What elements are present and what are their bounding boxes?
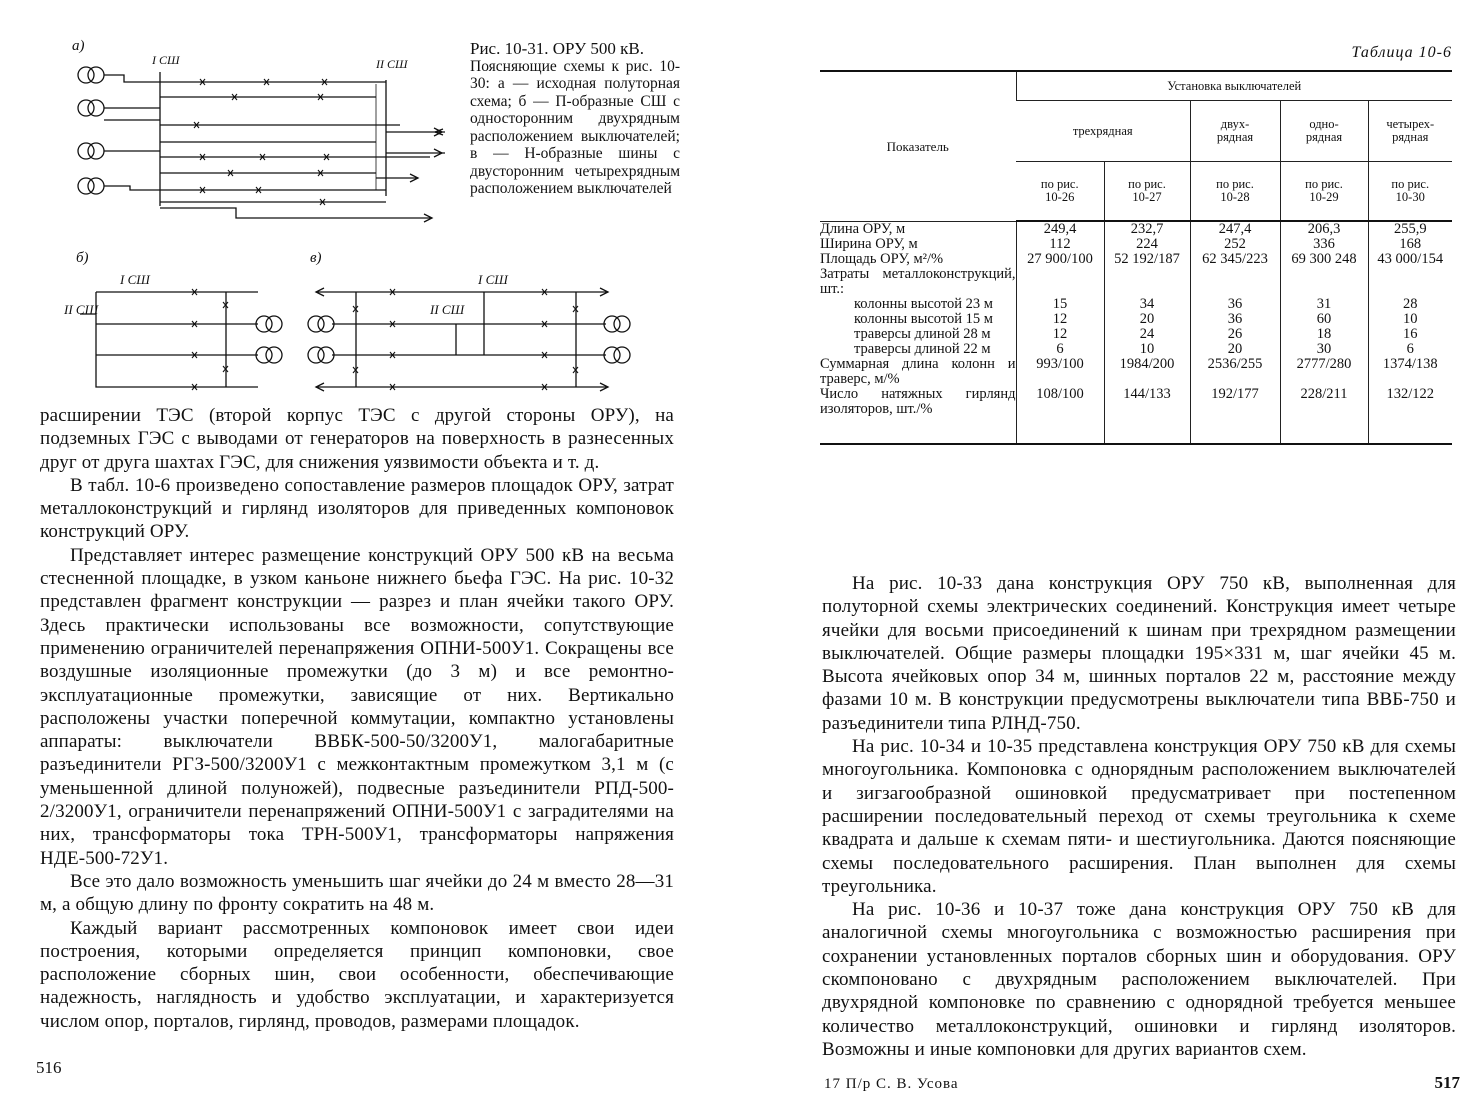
row-label (820, 267, 1016, 297)
header-ref: по рис. 10-30 (1368, 162, 1452, 222)
table-cell: 249,4 (1016, 221, 1104, 237)
caption-text: Поясняющие схемы к рис. 10-30: а — исходная полуторная схема; б — П-образные СШ с односторонним двухрядным расположением выключателей; в — Н-образные шины с двусторонним четырехрядным расположением выключателей (470, 57, 680, 197)
row-label-text: Площадь ОРУ, м²/% (820, 251, 944, 267)
caption-title: Рис. 10-31. ОРУ 500 кВ. (470, 39, 644, 58)
table-cell: 31 (1280, 297, 1368, 312)
table-cell: 52 192/187 (1104, 252, 1190, 267)
table-cell: 24 (1104, 327, 1190, 342)
row-label (820, 387, 1016, 444)
panel-b-bus2-label: II СШ (64, 302, 99, 317)
row-label (820, 312, 1016, 327)
panel-v-bus2-label: II СШ (430, 302, 465, 317)
table-cell: 34 (1104, 297, 1190, 312)
table-body (820, 221, 1452, 444)
table-cell: 27 900/100 (1016, 252, 1104, 267)
transformer-icon (256, 316, 282, 395)
panel-a-bus2-label: II СШ (376, 57, 408, 71)
header-group: Установка выключателей (1016, 71, 1452, 101)
table-cell: 247,4 (1190, 221, 1280, 237)
table-cell: 12 (1016, 327, 1104, 342)
header-group-col: двух-рядная (1190, 101, 1280, 162)
table-cell: 2536/255 (1190, 357, 1280, 387)
transformer-icon (78, 67, 104, 194)
table-cell: 168 (1368, 237, 1452, 252)
table-cell: 12 (1016, 312, 1104, 327)
table-cell: 28 (1368, 297, 1452, 312)
table-row (820, 387, 1452, 444)
row-label-text: колонны высотой 15 м (854, 311, 993, 327)
table-row (820, 297, 1452, 312)
paragraph: Каждый вариант рассмотренных компоновок имеет свои идеи построения, которыми определяется принцип компоновки, свое расположение сборных шин, свои особенности, обеспечивающие надежность, наглядность и удобство эксплуатации, и характеризуется числом опор, порталов, гирлянд, проводов, размерами площадок. (40, 917, 674, 1032)
paragraph: На рис. 10-33 дана конструкция ОРУ 750 кВ, выполненная для полуторной схемы электрических соединений. Конструкция имеет четыре ячейки для восьми присоединений к шинам при трехрядном размещении выключателей. Общие размеры площадки 195×331 м, шаг ячейки 45 м. Высота ячейковых опор 34 м, шинных порталов 22 м, расстояние между фазами 10 м. В конструкции предусмотрены выключатели типа ВВБ-750 и разъединители типа РЛНД-750. (822, 573, 1456, 734)
row-label-text: колонны высотой 23 м (854, 296, 993, 312)
header-group-col: трехрядная (1016, 101, 1190, 162)
table-cell: 6 (1368, 342, 1452, 357)
page-number: 517 (1434, 1073, 1460, 1092)
table-row (820, 312, 1452, 327)
table-cell: 108/100 (1016, 387, 1104, 444)
row-label (820, 342, 1016, 357)
table-row (820, 327, 1452, 342)
table-cell: 192/177 (1190, 387, 1280, 444)
paragraph: Все это дало возможность уменьшить шаг ячейки до 24 м вместо 28—31 м, а общую длину по фронту сократить на 48 м. (40, 870, 674, 916)
table-row (820, 357, 1452, 387)
table-cell: 60 (1280, 312, 1368, 327)
paragraph: Представляет интерес размещение конструкций ОРУ 500 кВ на весьма стесненной площадке, в узком каньоне нижнего бьефа ГЭС. На рис. 10-32 представлен фрагмент конструкции — разрез и план ячейки такого ОРУ. Здесь практически использованы все возможности, сопутствующие применению ограничителей перенапряжения ОПНИ-500У1. Сокращены все воздушные изоляционные промежутки (до 3 м) и все ремонтно-эксплуатационные промежутки, зависящие от них. Вертикально расположены участки поперечной коммутации, компактно установлены аппараты: выключатели ВВБК-500-50/3200У1, малогабаритные разъединители РГЗ-500/3200У1 с межконтактным промежутком 3,1 м (с уменьшенной длиной полуножей), подвесные разъединители РПД-500-2/3200У1, ограничители перенапряжений ОПНИ-500У1 с заградителями на них, трансформаторы тока ТРН-500У1, трансформаторы напряжения НДЕ-500-72У1. (40, 544, 674, 869)
table-row (820, 267, 1452, 297)
table-cell: 18 (1280, 327, 1368, 342)
table-cell: 10 (1104, 342, 1190, 357)
table-cell: 255,9 (1368, 221, 1452, 237)
table-row (820, 221, 1452, 237)
paragraph: На рис. 10-34 и 10-35 представлена конструкция ОРУ 750 кВ для схемы многоугольника. Компоновка с однорядным расположением выключателей и зигзагообразной ошиновкой предусматривает при постепенном расширении последовательный переход от схемы треугольника к схеме квадрата и дальше к схемам пяти- и шестиугольника. Даются поясняющие схемы последовательного расширения. План выполнен для схемы треугольника. (822, 736, 1456, 897)
table-cell: 20 (1104, 312, 1190, 327)
table-cell: 993/100 (1016, 357, 1104, 387)
panel-a-bus1-label: I СШ (152, 53, 180, 67)
table-cell: 206,3 (1280, 221, 1368, 237)
table-cell: 112 (1016, 237, 1104, 252)
left-body-text (40, 404, 674, 1033)
table-cell: 132/122 (1368, 387, 1452, 444)
right-body-text (822, 572, 1456, 1061)
panel-v-label: в) (310, 250, 322, 266)
table-10-6 (820, 70, 1452, 445)
table-cell: 1374/138 (1368, 357, 1452, 387)
table-cell: 43 000/154 (1368, 252, 1452, 267)
header-ref: по рис. 10-29 (1280, 162, 1368, 222)
table-cell: 6 (1016, 342, 1104, 357)
table-cell: 69 300 248 (1280, 252, 1368, 267)
table-row (820, 237, 1452, 252)
paragraph: На рис. 10-36 и 10-37 тоже дана конструкция ОРУ 750 кВ для аналогичной схемы многоугольника с возможностью расширения при сохранении установленных порталов сборных шин и оборудования. ОРУ скомпоновано с двухрядным расположением выключателей. При двухрядной компоновке по сравнению с однорядной требуется меньшее количество металлоконструкций, ошиновки и гирлянд изоляторов. Возможны и иные компоновки для других вариантов схем. (822, 899, 1456, 1060)
row-label-text: Число натяжных гирлянд изоляторов, шт./% (820, 386, 1016, 417)
row-label-text: Ширина ОРУ, м (820, 236, 918, 252)
header-ref: по рис. 10-28 (1190, 162, 1280, 222)
header-ref: по рис. 10-27 (1104, 162, 1190, 222)
paragraph: В табл. 10-6 произведено сопоставление размеров площадок ОРУ, затрат металлоконструкций и гирлянд изоляторов для приведенных компоновок конструкций ОРУ. (40, 474, 674, 543)
table-cell: 36 (1190, 312, 1280, 327)
panel-b-bus1-label: I СШ (120, 272, 150, 287)
table-cell: 62 345/223 (1190, 252, 1280, 267)
table-cell (1280, 267, 1368, 297)
header-ref: по рис. 10-26 (1016, 162, 1104, 222)
row-label (820, 221, 1016, 237)
table-cell: 2777/280 (1280, 357, 1368, 387)
panel-v-bus1-label: I СШ (478, 272, 508, 287)
table-cell: 252 (1190, 237, 1280, 252)
table-title: Таблица 10-6 (1351, 44, 1452, 61)
table-cell: 36 (1190, 297, 1280, 312)
row-label (820, 237, 1016, 252)
table-cell: 232,7 (1104, 221, 1190, 237)
table-cell: 15 (1016, 297, 1104, 312)
figure-caption (470, 40, 680, 198)
paragraph: расширении ТЭС (второй корпус ТЭС с другой стороны ОРУ), на подземных ГЭС с выводами от генераторов на поверхность в разнесенных друг от друга шахтах ГЭС, для снижения уязвимости объекта и т. д. (40, 405, 674, 473)
page-number: 516 (36, 1058, 62, 1077)
table-cell: 144/133 (1104, 387, 1190, 444)
table-cell: 30 (1280, 342, 1368, 357)
table-cell: 224 (1104, 237, 1190, 252)
row-label-text: траверсы длиной 22 м (854, 341, 991, 357)
row-label-text: траверсы длиной 28 м (854, 326, 991, 342)
table-cell (1190, 267, 1280, 297)
right-page (742, 0, 1484, 1118)
header-indicator: Показатель (820, 71, 1016, 221)
row-label (820, 297, 1016, 312)
table-cell: 20 (1190, 342, 1280, 357)
table-cell (1016, 267, 1104, 297)
row-label-text: Длина ОРУ, м (820, 220, 906, 237)
header-group-col: четырех-рядная (1368, 101, 1452, 162)
row-label-text: Затраты металлоконструкций, шт.: (820, 266, 1016, 297)
table-cell: 10 (1368, 312, 1452, 327)
table-cell: 26 (1190, 327, 1280, 342)
footnote: 17 П/р С. В. Усова (824, 1076, 959, 1092)
panel-a-label: а) (72, 38, 85, 54)
table-cell: 336 (1280, 237, 1368, 252)
row-label (820, 357, 1016, 387)
table-cell (1104, 267, 1190, 297)
header-group-col: одно-рядная (1280, 101, 1368, 162)
row-label (820, 252, 1016, 267)
row-label-text: Суммарная длина колонн и траверс, м/% (820, 356, 1016, 387)
table-row (820, 252, 1452, 267)
panel-b-label: б) (76, 250, 89, 266)
table-cell: 228/211 (1280, 387, 1368, 444)
table-cell: 1984/200 (1104, 357, 1190, 387)
table-cell (1368, 267, 1452, 297)
table-row (820, 342, 1452, 357)
table-cell: 16 (1368, 327, 1452, 342)
row-label (820, 327, 1016, 342)
